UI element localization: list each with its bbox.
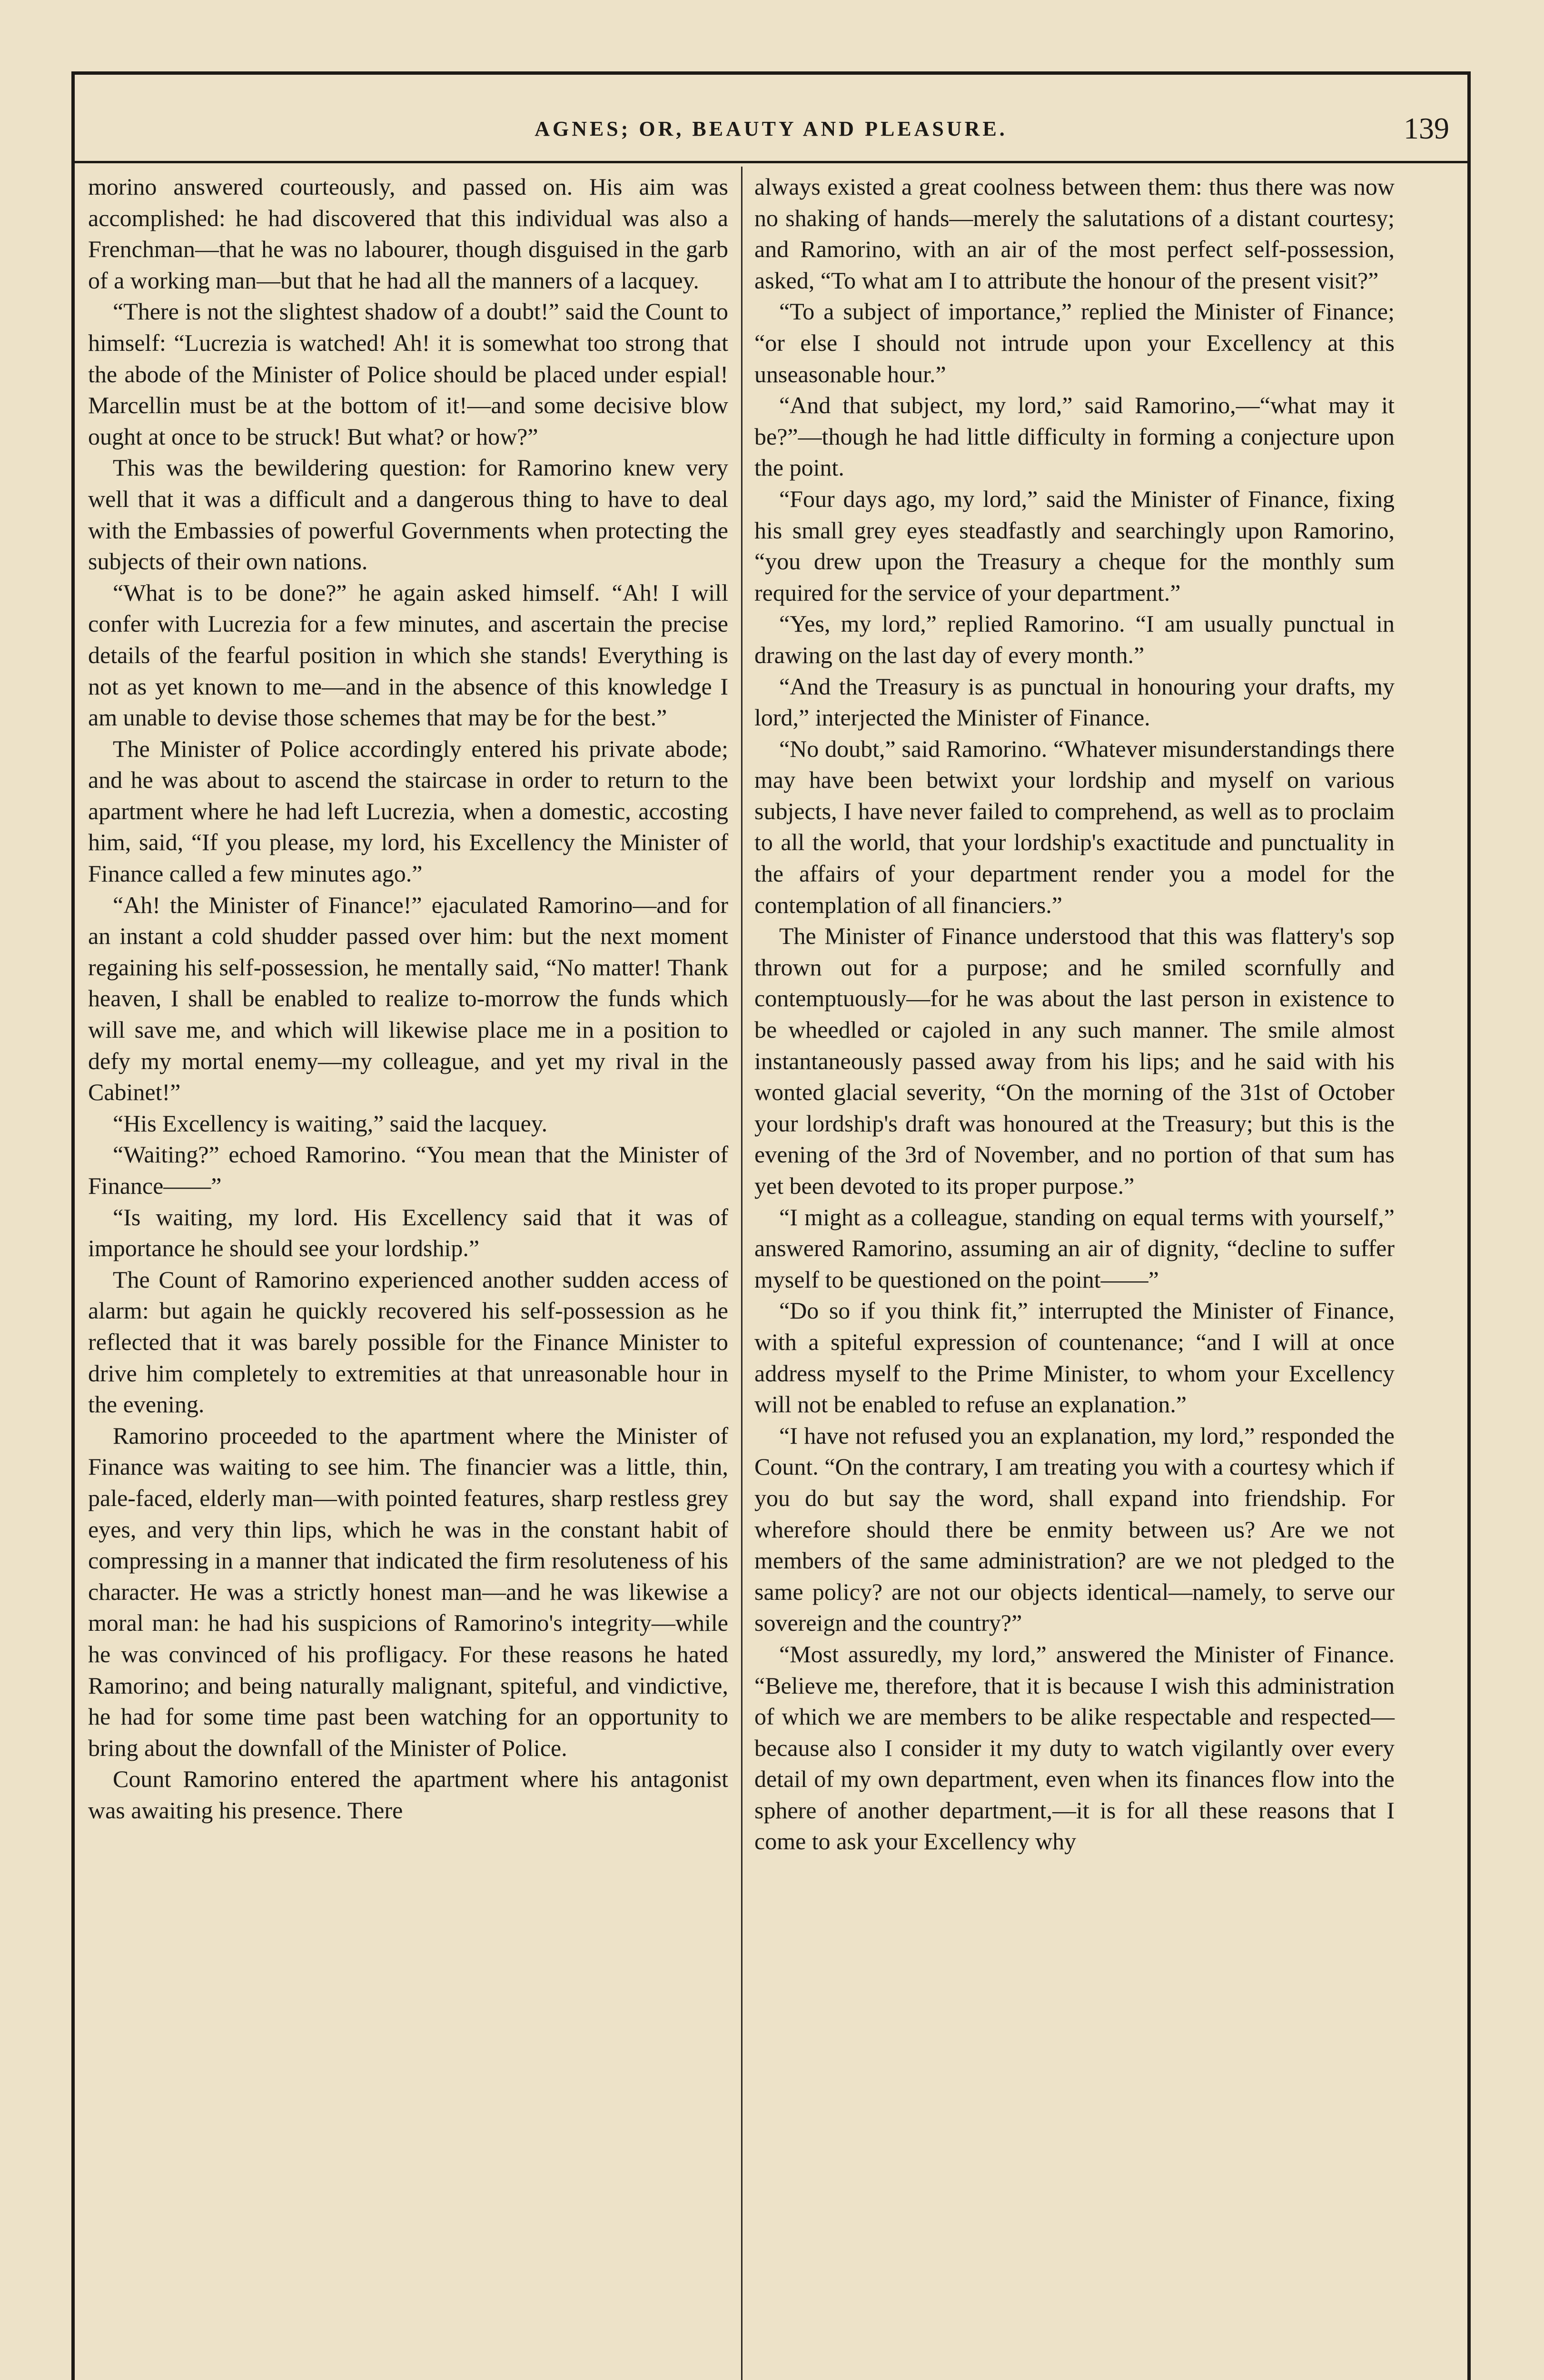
paragraph: “And that subject, my lord,” said Ramorino,—“what may it be?”—though he had little difficulty in forming a conjecture upon the point. <box>754 392 1395 481</box>
paragraph: “Ah! the Minister of Finance!” ejaculated Ramorino—and for an instant a cold shudder passed over him: but the next moment regaining his self-possession, he mentally said, “No matter! Thank heaven, I shall be enabled to realize to-morrow the funds which will save me, and which will likewise place me in a position to defy my mortal enemy—my colleague, and yet my rival in the Cabinet!” <box>88 891 728 1106</box>
paragraph: Count Ramorino entered the apartment where his antagonist was awaiting his presence. There <box>88 1765 728 1824</box>
paragraph: morino answered courteously, and passed on. His aim was accomplished: he had discovered that this individual was also a Frenchman—that he was no labourer, though disguised in the garb of a working man—but that he had all the manners of a lacquey. <box>88 173 728 294</box>
paragraph: “What is to be done?” he again asked himself. “Ah! I will confer with Lucrezia for a few minutes, and ascertain the precise details of the fearful position in which she stands! Everything is not as yet known to me—and in the absence of this knowledge I am unable to devise those schemes that may be for the best.” <box>88 579 728 731</box>
paragraph: “Is waiting, my lord. His Excellency said that it was of importance he should see your lordship.” <box>88 1203 728 1262</box>
header-rule <box>71 161 1471 163</box>
running-title: AGNES; OR, BEAUTY AND PLEASURE. <box>534 117 1008 140</box>
paragraph: “His Excellency is waiting,” said the lacquey. <box>113 1110 548 1137</box>
paragraph: Ramorino proceeded to the apartment where the Minister of Finance was waiting to see him. The financier was a little, thin, pale-faced, elderly man—with pointed features, sharp restless grey eyes, and very thin lips, which he was in the constant habit of compressing in a manner that indicated the firm resoluteness of his character. He was a strictly honest man—and he was likewise a moral man: he had his suspicions of Ramorino's integrity—while he was convinced of his profligacy. For these reasons he hated Ramorino; and being naturally malignant, spiteful, and vindictive, he had for some time past been watching for an opportunity to bring about the downfall of the Minister of Police. <box>88 1422 728 1761</box>
right-column <box>754 171 1395 2361</box>
paragraph: “I have not refused you an explanation, my lord,” responded the Count. “On the contrary, I am treating you with a courtesy which if you do but say the word, shall expand into friendship. For wherefore should there be enmity between us? Are we not members of the same administration? are we not pledged to the same policy? are not our objects identical—namely, to serve our sovereign and the country?” <box>754 1422 1395 1636</box>
column-divider <box>741 167 742 2380</box>
paragraph: “Do so if you think fit,” interrupted the Minister of Finance, with a spiteful expression of countenance; “and I will at once address myself to the Prime Minister, to whom your Excellency will not be enabled to refuse an explanation.” <box>754 1297 1395 1418</box>
paragraph: “And the Treasury is as punctual in honouring your drafts, my lord,” interjected the Minister of Finance. <box>754 673 1395 731</box>
paragraph: “I might as a colleague, standing on equal terms with yourself,” answered Ramorino, assuming an air of dignity, “decline to suffer myself to be questioned on the point——” <box>754 1203 1395 1293</box>
paragraph: “There is not the slightest shadow of a doubt!” said the Count to himself: “Lucrezia is watched! Ah! it is somewhat too strong that the abode of the Minister of Police should be placed under espial! Marcellin must be at the bottom of it!—and some decisive blow ought at once to be struck! But what? or how?” <box>88 298 728 450</box>
paragraph: “Four days ago, my lord,” said the Minister of Finance, fixing his small grey eyes steadfastly and searchingly upon Ramorino, “you drew upon the Treasury a cheque for the monthly sum required for the service of your department.” <box>754 485 1395 606</box>
paragraph: This was the bewildering question: for Ramorino knew very well that it was a difficult and a dangerous thing to have to deal with the Embassies of powerful Governments when protecting the subjects of their own nations. <box>88 454 728 575</box>
paragraph: “To a subject of importance,” replied the Minister of Finance; “or else I should not intrude upon your Excellency at this unseasonable hour.” <box>754 298 1395 387</box>
paragraph: The Minister of Finance understood that this was flattery's sop thrown out for a purpose; and he smiled scornfully and contemptuously—for he was about the last person in existence to be wheedled or cajoled in any such manner. The smile almost instantaneously passed away from his lips; and he said with his wonted glacial severity, “On the morning of the 31st of October your lordship's draft was honoured at the Treasury; but this is the evening of the 3rd of November, and no portion of that sum has yet been devoted to its proper purpose.” <box>754 922 1395 1199</box>
paragraph: The Count of Ramorino experienced another sudden access of alarm: but again he quickly recovered his self-possession as he reflected that it was barely possible for the Finance Minister to drive him completely to extremities at that unreasonable hour in the evening. <box>88 1266 728 1418</box>
paragraph: The Minister of Police accordingly entered his private abode; and he was about to ascend the staircase in order to return to the apartment where he had left Lucrezia, when a domestic, accosting him, said, “If you please, my lord, his Excellency the Minister of Finance called a few minutes ago.” <box>88 735 728 887</box>
paragraph: “Yes, my lord,” replied Ramorino. “I am usually punctual in drawing on the last day of every month.” <box>754 610 1395 668</box>
paragraph: always existed a great coolness between them: thus there was now no shaking of hands—merely the salutations of a distant courtesy; and Ramorino, with an air of the most perfect self-possession, asked, “To what am I to attribute the honour of the present visit?” <box>754 173 1395 294</box>
paragraph: “Most assuredly, my lord,” answered the Minister of Finance. “Believe me, therefore, that it is because I wish this administration of which we are members to be alike respectable and respected—because also I consider it my duty to watch vigilantly over every detail of my own department, even when its finances flow into the sphere of another department,—it is for all these reasons that I come to ask your Excellency why <box>754 1640 1395 1855</box>
paragraph: “Waiting?” echoed Ramorino. “You mean that the Minister of Finance——” <box>88 1141 728 1199</box>
paragraph: “No doubt,” said Ramorino. “Whatever misunderstandings there may have been betwixt your lordship and myself on various subjects, I have never failed to comprehend, as well as to proclaim to all the world, that your lordship's exactitude and punctuality in the affairs of your department render you a model for the contemplation of all financiers.” <box>754 735 1395 918</box>
running-head <box>71 102 1471 159</box>
page-number: 139 <box>1404 111 1449 145</box>
left-column <box>88 171 728 2361</box>
